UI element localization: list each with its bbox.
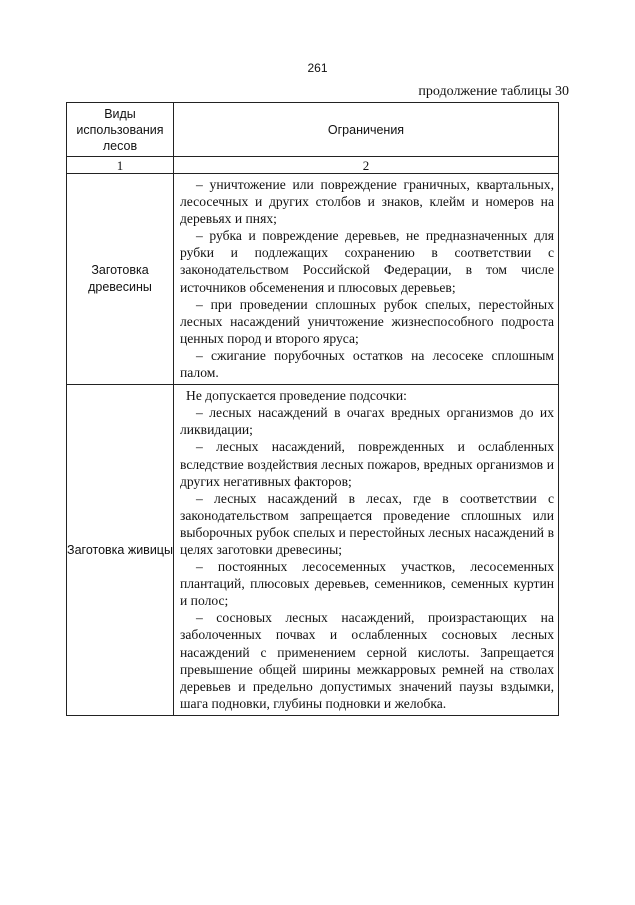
- table-continuation-label: продолжение таблицы 30: [418, 84, 569, 99]
- restriction-intro: Не допускается проведение подсочки:: [186, 388, 407, 404]
- restriction-paragraph: – сжигание порубочных остатков на лесосеке сплошным палом.: [180, 347, 554, 381]
- forest-use-kind: Заготовка древесины: [67, 174, 174, 385]
- column-number-1: 1: [67, 157, 174, 174]
- restriction-paragraph: – рубка и повреждение деревьев, не предназначенных для рубки и подлежащих сохранению в соответствии с законодательством Российской Федерации, в том числе источников обсеменения и плюсовых деревьев;: [180, 228, 554, 295]
- restrictions-table: [66, 102, 559, 716]
- forest-use-kind: Заготовка живицы: [67, 385, 174, 716]
- restriction-paragraph: – лесных насаждений, поврежденных и ослабленных вследствие воздействия лесных пожаров, вредных организмов и других негативных факторов;: [180, 439, 554, 489]
- restriction-paragraph: – сосновых лесных насаждений, произрастающих на заболоченных почвах и ослабленных сосновых лесных насаждений с применением серной кислоты. Запрещается превышение общей ширины межкарровых ремней на стволах деревьев и предельно допустимых значений паузы вздымки, шага подновки, глубины подновки и желобка.: [180, 610, 554, 711]
- restriction-paragraph: – лесных насаждений в лесах, где в соответствии с законодательством запрещается проведение сплошных или выборочных рубок спелых и перестойных лесных насаждений в целях заготовки древесины;: [180, 490, 554, 557]
- table-column-numbers-row: [67, 157, 559, 174]
- table-row: [67, 174, 559, 385]
- column-number-2: 2: [174, 157, 559, 174]
- table-row: [67, 385, 559, 716]
- header-restrictions: Ограничения: [174, 103, 559, 157]
- header-forest-use-types: Виды использования лесов: [67, 103, 174, 157]
- restriction-paragraph: – лесных насаждений в очагах вредных организмов до их ликвидации;: [180, 405, 554, 438]
- restrictions-cell: [174, 385, 559, 716]
- page-number: 261: [307, 61, 328, 75]
- restriction-paragraph: – постоянных лесосеменных участков, лесосеменных плантаций, плюсовых деревьев, семенников, семенных куртин и полос;: [180, 559, 554, 609]
- restriction-paragraph: – уничтожение или повреждение граничных, квартальных, лесосечных и других столбов и знаков, клейм и номеров на деревьях и пнях;: [180, 177, 554, 227]
- restrictions-cell: [174, 174, 559, 385]
- restriction-paragraph: – при проведении сплошных рубок спелых, перестойных лесных насаждений уничтожение жизнеспособного подроста ценных пород и второго яруса;: [180, 296, 554, 346]
- table-header-row: [67, 103, 559, 157]
